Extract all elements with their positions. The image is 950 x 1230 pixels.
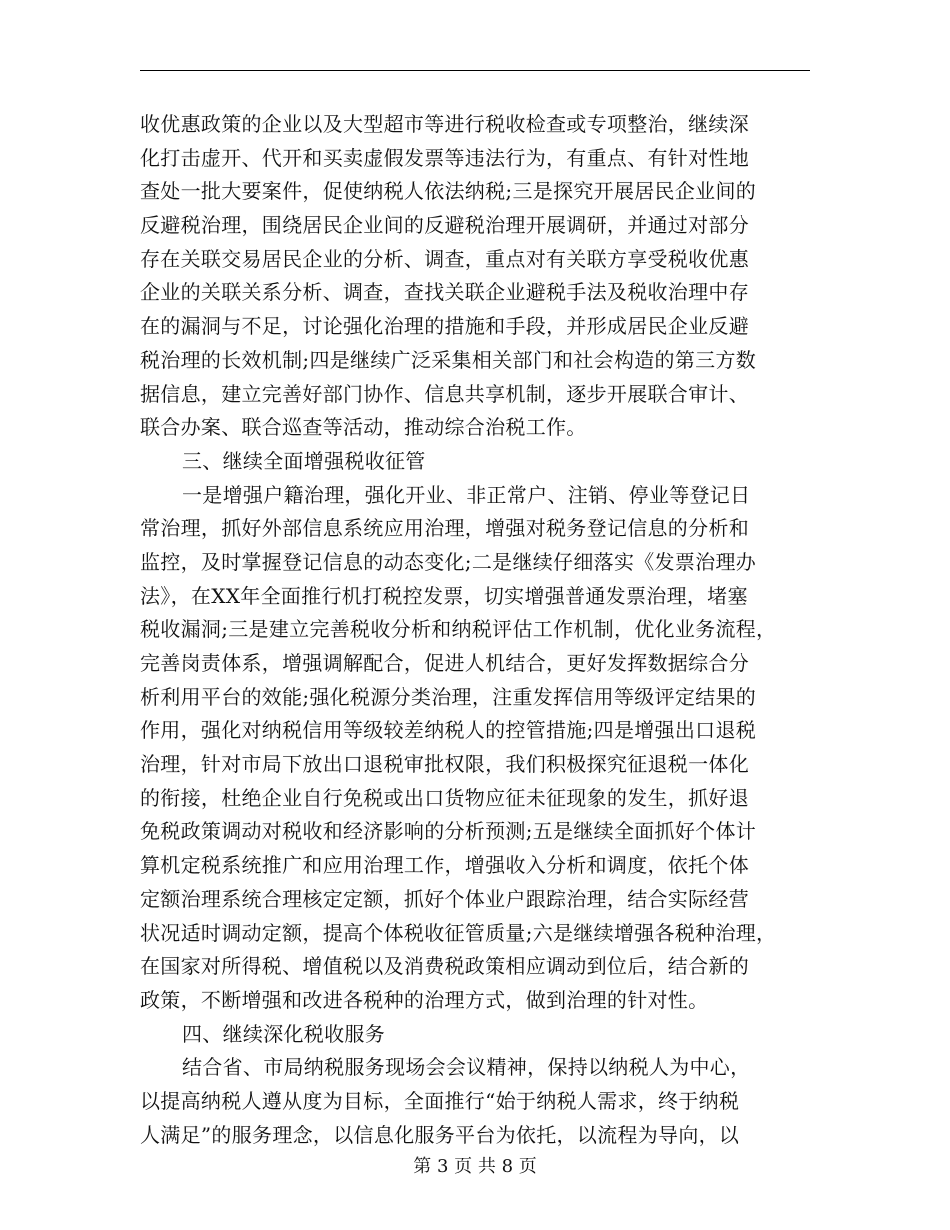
text-line: 析利用平台的效能;强化税源分类治理，注重发挥信用等级评定结果的 <box>140 684 757 709</box>
text-line: 监控，及时掌握登记信息的动态变化;二是继续仔细落实《发票治理办 <box>140 549 757 574</box>
document-body <box>140 108 820 1152</box>
text-line: 收优惠政策的企业以及大型超市等进行税收检查或专项整治，继续深 <box>140 112 749 136</box>
header-rule <box>140 70 810 71</box>
page-number-footer: 第 3 页 共 8 页 <box>413 1156 537 1177</box>
text-line: 常治理，抓好外部信息系统应用治理，增强对税务登记信息的分析和 <box>140 516 749 541</box>
text-line: 在国家对所得税、增值税以及消费税政策相应调动到位后，结合新的 <box>140 954 749 979</box>
text-line: 结合省、市局纳税服务现场会会议精神，保持以纳税人为中心， <box>182 1055 751 1080</box>
text-line: 查处一批大要案件，促使纳税人依法纳税;三是探究开展居民企业间的 <box>140 179 757 204</box>
text-line: 以提高纳税人遵从度为目标，全面推行“始于纳税人需求，终于纳税 <box>140 1088 740 1113</box>
text-line: 三、继续全面增强税收征管 <box>182 448 426 473</box>
text-line: 一是增强户籍治理，强化开业、非正常户、注销、停业等登记日 <box>182 482 751 507</box>
text-line: 政策，不断增强和改进各税种的治理方式，做到治理的针对性。 <box>140 987 709 1012</box>
text-line: 据信息，建立完善好部门协作、信息共享机制，逐步开展联合审计、 <box>140 381 749 406</box>
text-line: 完善岗责体系，增强调解配合，促进人机结合，更好发挥数据综合分 <box>140 651 749 675</box>
text-line: 存在关联交易居民企业的分析、调查，重点对有关联方享受税收优惠 <box>140 246 749 271</box>
text-line: 反避税治理，围绕居民企业间的反避税治理开展调研，并通过对部分 <box>140 213 749 238</box>
text-line: 算机定税系统推广和应用治理工作，增强收入分析和调度，依托个体 <box>140 853 749 878</box>
text-line: 在的漏洞与不足，讨论强化治理的措施和手段，并形成居民企业反避 <box>140 314 749 339</box>
text-line: 作用，强化对纳税信用等级较差纳税人的控管措施;四是增强出口退税 <box>140 718 757 743</box>
text-line: 定额治理系统合理核定定额，抓好个体业户跟踪治理，结合实际经营 <box>140 886 749 911</box>
text-line: 税收漏洞;三是建立完善税收分析和纳税评估工作机制，优化业务流程， <box>140 617 777 642</box>
text-line: 免税政策调动对税收和经济影响的分析预测;五是继续全面抓好个体计 <box>140 819 757 844</box>
text-line: 的衔接，杜绝企业自行免税或出口货物应征未征现象的发生，抓好退 <box>140 785 749 810</box>
text-line: 企业的关联关系分析、调查，查找关联企业避税手法及税收治理中存 <box>140 280 749 305</box>
text-line: 人满足”的服务理念，以信息化服务平台为依托，以流程为导向，以 <box>140 1122 740 1147</box>
text-line: 税治理的长效机制;四是继续广泛采集相关部门和社会构造的第三方数 <box>140 347 757 372</box>
text-line: 化打击虚开、代开和买卖虚假发票等违法行为，有重点、有针对性地 <box>140 145 749 170</box>
text-line: 治理，针对市局下放出口退税审批权限，我们积极探究征退税一体化 <box>140 752 749 777</box>
text-line: 联合办案、联合巡查等活动，推动综合治税工作。 <box>140 415 587 440</box>
text-line: 状况适时调动定额，提高个体税收征管质量;六是继续增强各税种治理， <box>140 920 777 945</box>
text-line: 法》，在XX年全面推行机打税控发票，切实增强普通发票治理，堵塞 <box>140 583 748 608</box>
text-line: 四、继续深化税收服务 <box>182 1021 385 1046</box>
